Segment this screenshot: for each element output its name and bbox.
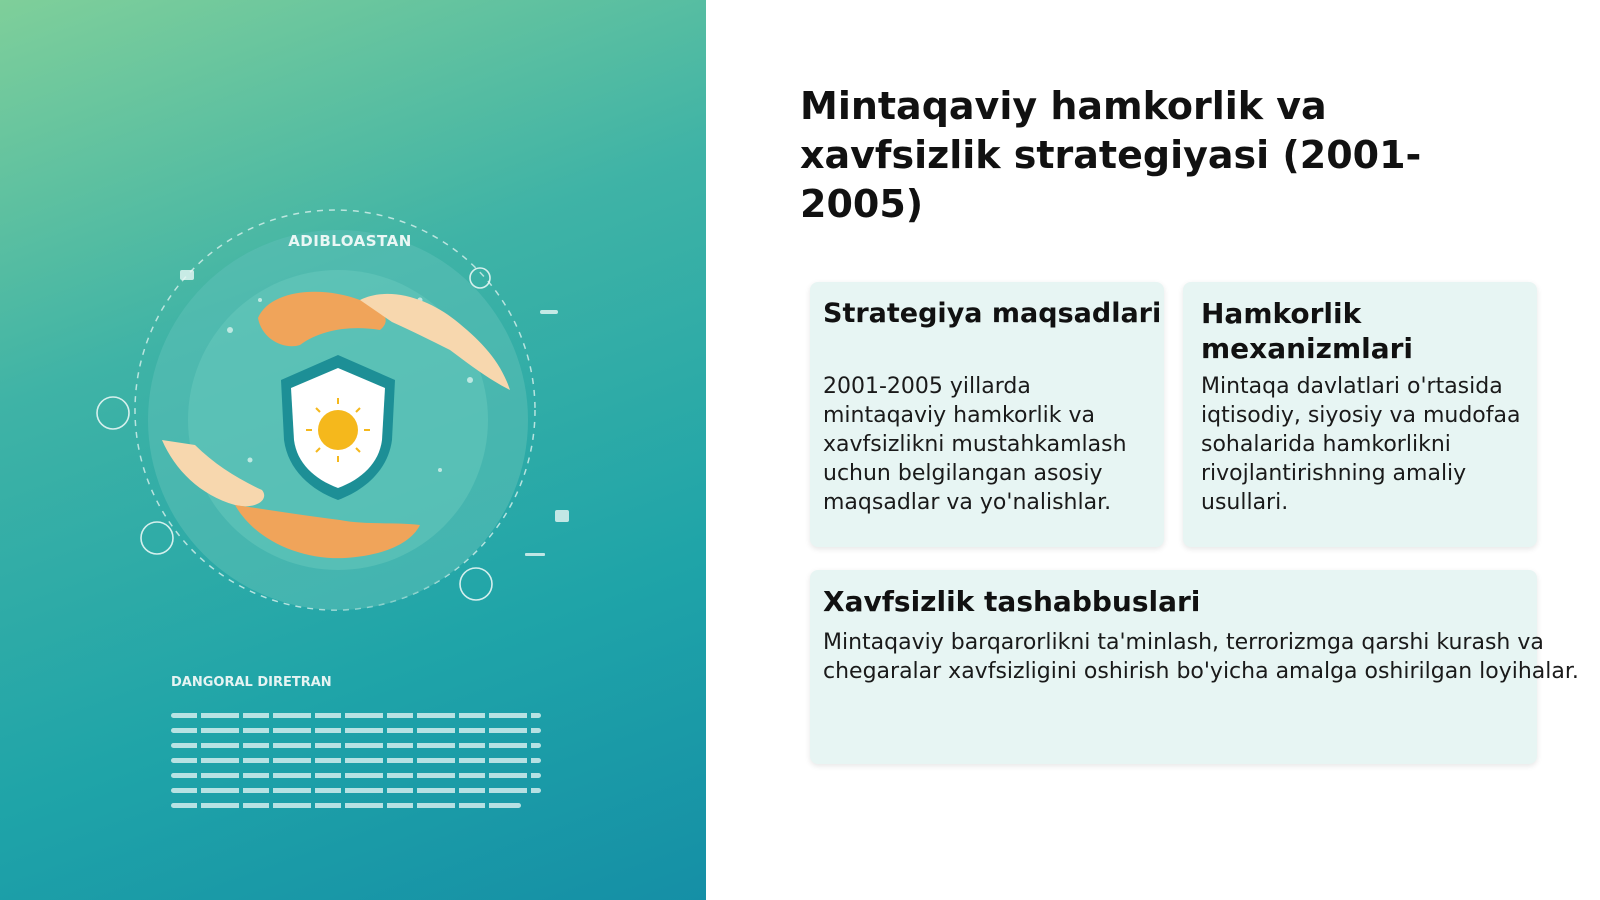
small-circle-icon	[470, 268, 490, 288]
card-text: 2001-2005 yillarda mintaqaviy hamkorlik va xavfsizlikni mustahkamlash uchun belgilangan asosiy maqsadlar va yo'nalishlar.	[823, 374, 1127, 515]
slide-title: Mintaqaviy hamkorlik va xavfsizlik strategiyasi (2001-2005)	[800, 84, 1422, 226]
card-heading: Strategiya maqsadlari	[823, 298, 1162, 329]
placeholder-line	[171, 773, 541, 778]
illustration-heading: ADIBLOASTAN	[288, 232, 412, 250]
hand-icon	[97, 397, 129, 429]
placeholder-line	[171, 713, 541, 718]
card-cooperation-mechanisms	[1183, 282, 1537, 547]
illustration-placeholder-text	[171, 713, 541, 818]
placeholder-line	[171, 728, 541, 733]
placeholder-line	[171, 743, 541, 748]
card-heading: Hamkorlik mexanizmlari	[1201, 297, 1414, 365]
box-icon	[555, 510, 569, 522]
card-text: Mintaqa davlatlari o'rtasida iqtisodiy, siyosiy va mudofaa sohalarida hamkorlikni rivojlantirishning amaliy usullari.	[1201, 374, 1521, 515]
placeholder-line	[171, 788, 541, 793]
cloud-icon	[141, 522, 173, 554]
dash-icon	[540, 310, 558, 314]
location-pin-icon	[460, 568, 492, 600]
lines-icon	[525, 553, 545, 556]
illustration-panel	[0, 0, 706, 900]
placeholder-line	[171, 803, 521, 808]
placeholder-line	[171, 758, 541, 763]
card-heading: Xavfsizlik tashabbuslari	[823, 585, 1201, 618]
illustration-subheading: DANGORAL DIRETRAN	[171, 675, 332, 690]
card-strategy-goals	[810, 282, 1164, 547]
card-security-initiatives	[810, 570, 1579, 764]
card-text: Mintaqaviy barqarorlikni ta'minlash, terrorizmga qarshi kurash va chegaralar xavfsizligini oshirish bo'yicha amalga oshirilgan loyihalar.	[823, 630, 1579, 684]
document-icon	[180, 270, 194, 280]
